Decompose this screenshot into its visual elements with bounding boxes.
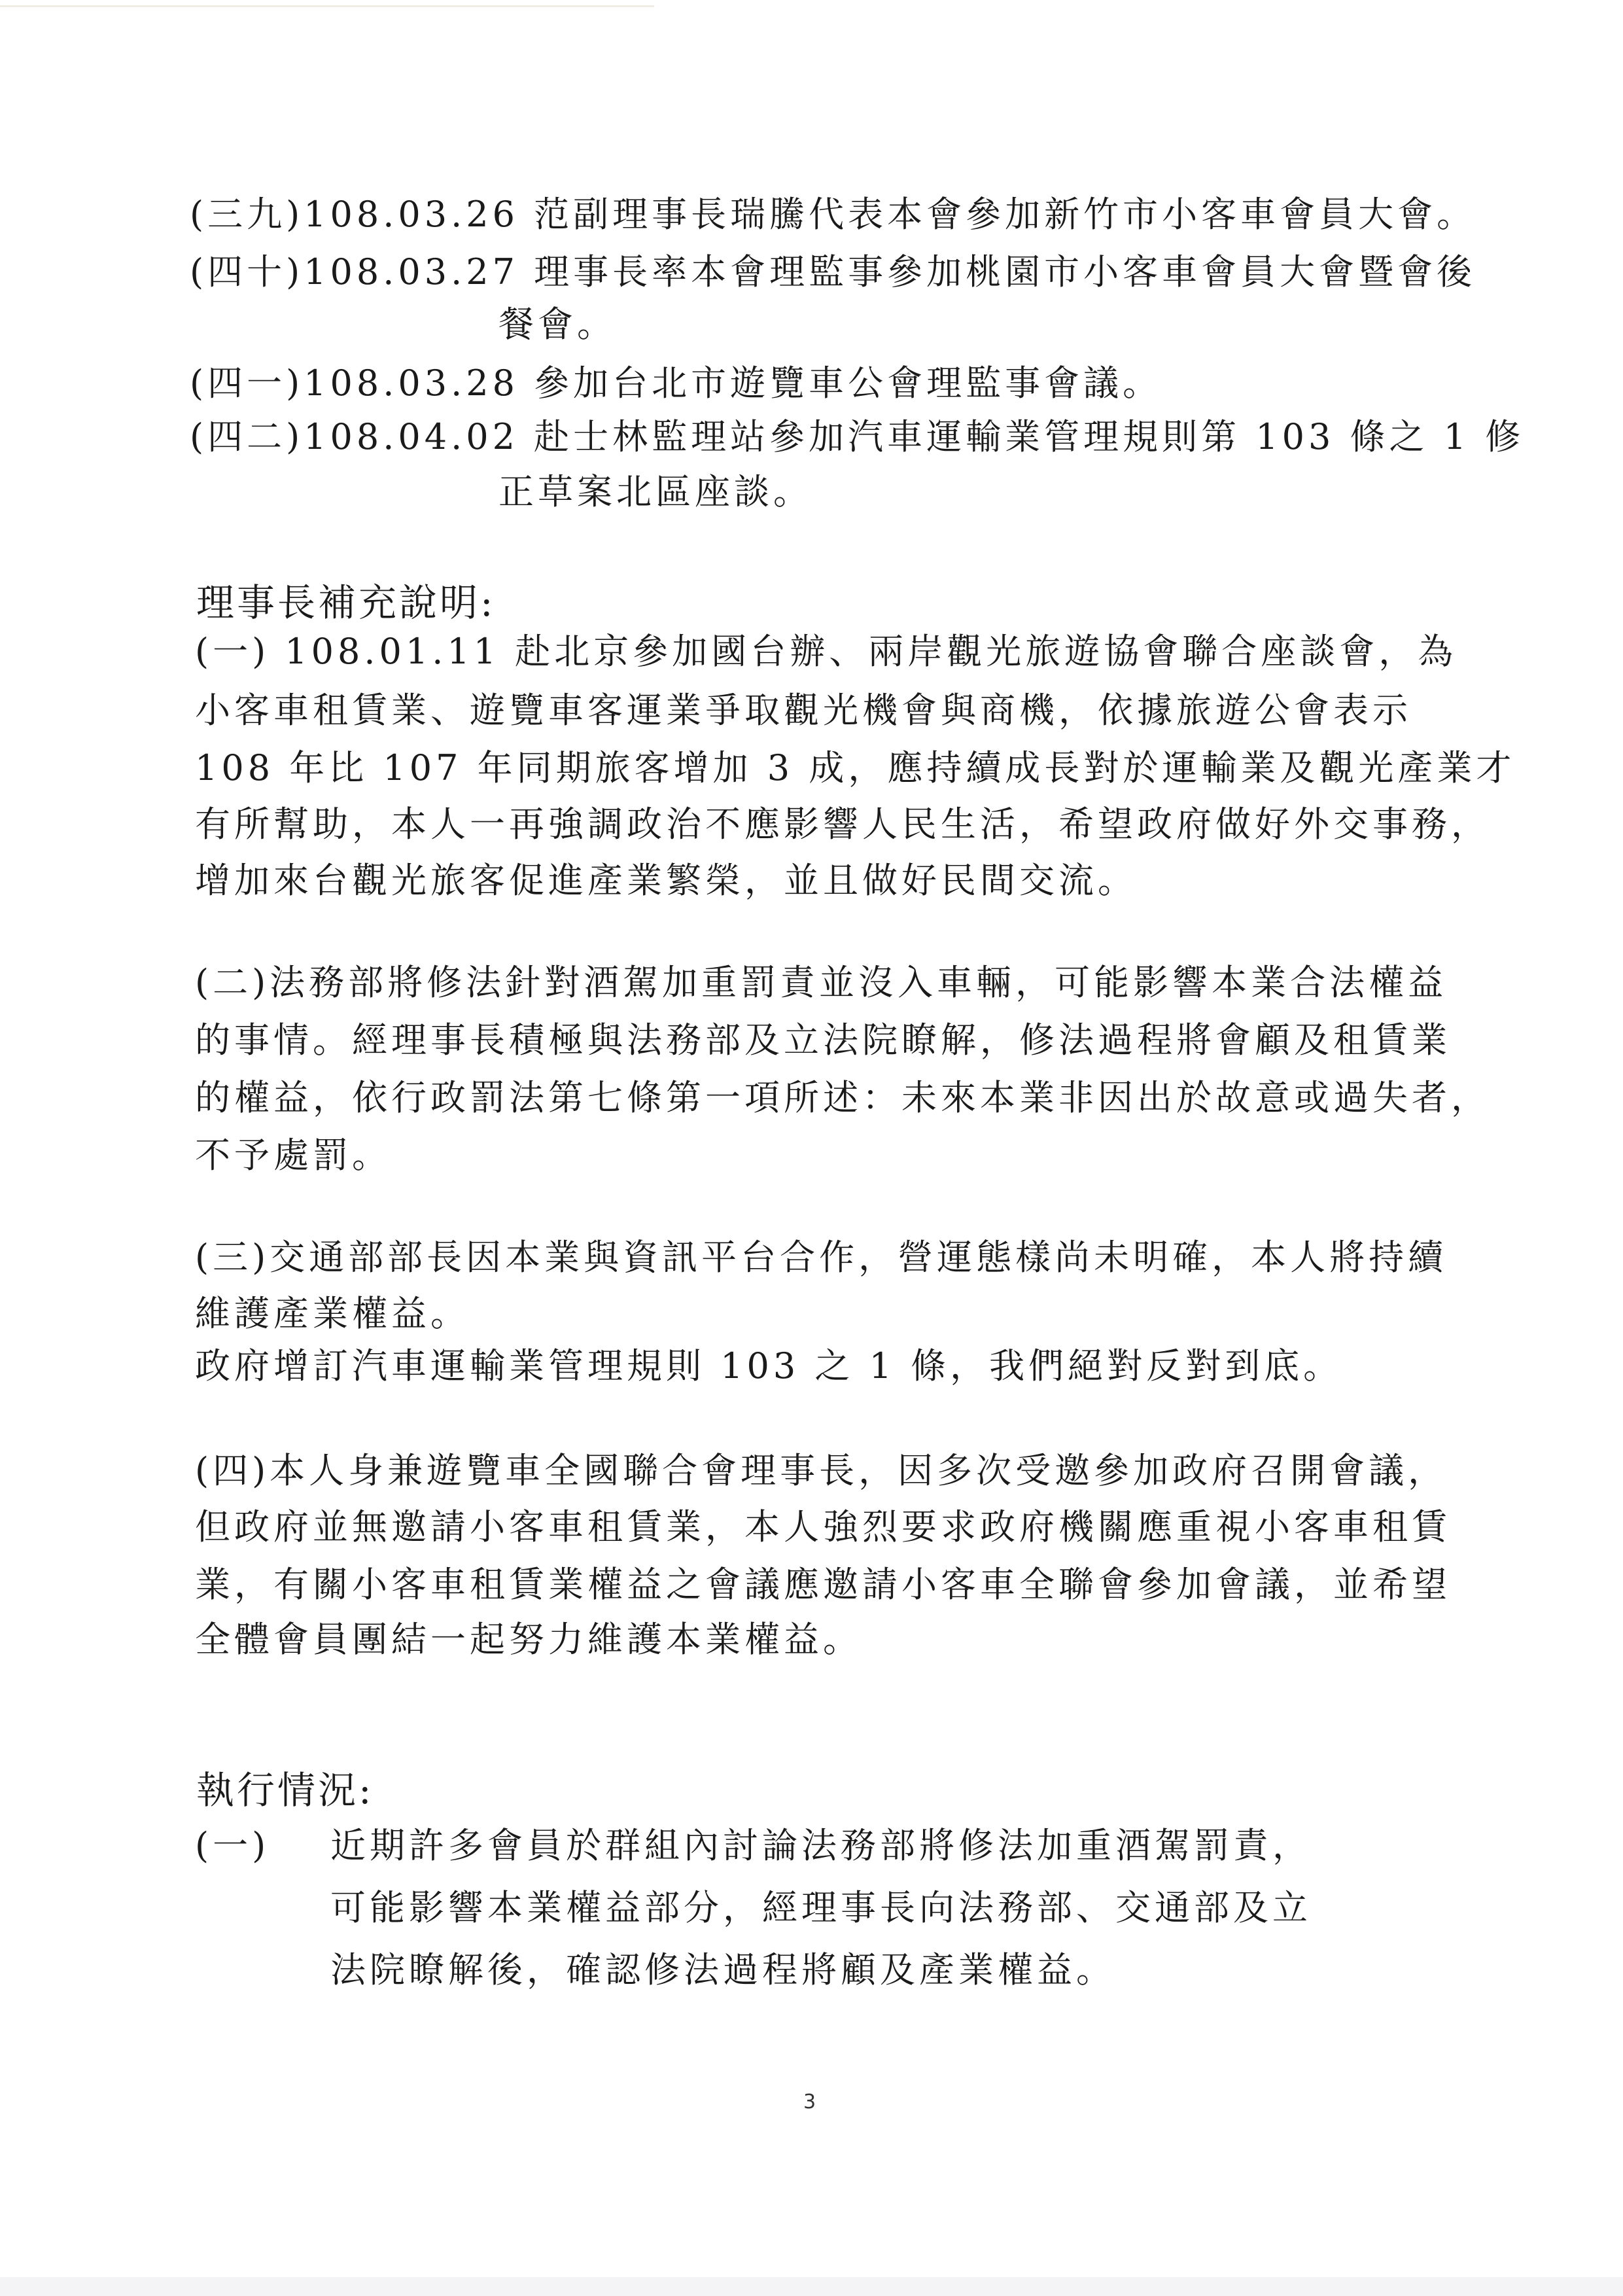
- chairman-p3-line: 維護產業權益。: [195, 1293, 470, 1334]
- chairman-p1-line: 有所幫助，本人一再強調政治不應影響人民生活，希望政府做好外交事務，: [195, 804, 1490, 845]
- item-text: 108.04.02 赴士林監理站參加汽車運輸業管理規則第 103 條之 1 修: [304, 416, 1525, 457]
- execution-line: 近期許多會員於群組內討論法務部將修法加重酒駕罰責，: [330, 1825, 1312, 1866]
- item-label: (三九): [190, 194, 304, 235]
- chairman-p2-line: 的事情。經理事長積極與法務部及立法院瞭解，修法過程將會顧及租賃業: [195, 1019, 1451, 1061]
- item-42: [190, 414, 1524, 461]
- chairman-p3-line: (三)交通部部長因本業與資訊平台合作，營運態樣尚未明確，本人將持續: [195, 1237, 1448, 1278]
- item-label: (四二): [190, 416, 304, 457]
- chairman-p3-line: 政府增訂汽車運輸業管理規則 103 之 1 條，我們絕對反對到底。: [195, 1345, 1343, 1386]
- item-text: 108.03.27 理事長率本會理監事參加桃園市小客車會員大會暨會後: [304, 251, 1476, 292]
- item-41: [190, 360, 1162, 407]
- item-text: 108.03.28 參加台北市遊覽車公會理監事會議。: [304, 362, 1162, 404]
- chairman-p2-line: 的權益，依行政罰法第七條第一項所述：未來本業非因出於故意或過失者，: [195, 1077, 1490, 1118]
- chairman-p4-line: 全體會員團結一起努力維護本業權益。: [195, 1619, 862, 1660]
- chairman-p2-line: (二)法務部將修法針對酒駕加重罰責並沒入車輛，可能影響本業合法權益: [195, 962, 1448, 1003]
- item-40: [190, 249, 1476, 296]
- execution-heading: 執行情況:: [196, 1768, 374, 1812]
- execution-line: 可能影響本業權益部分，經理事長向法務部、交通部及立: [330, 1887, 1312, 1928]
- chairman-p2-line: 不予處罰。: [195, 1135, 391, 1176]
- chairman-p1-line: 108 年比 107 年同期旅客增加 3 成，應持續成長對於運輸業及觀光產業才: [195, 747, 1516, 788]
- item-40-continuation: 餐會。: [498, 304, 616, 345]
- scan-edge-top: [0, 5, 654, 7]
- scan-edge-bottom: [0, 2277, 1623, 2296]
- page-number: 3: [803, 2091, 816, 2113]
- execution-item-label: (一): [195, 1825, 270, 1866]
- item-39: [190, 191, 1476, 238]
- item-42-continuation: 正草案北區座談。: [498, 471, 812, 512]
- chairman-heading: 理事長補充說明:: [196, 580, 496, 625]
- item-label: (四十): [190, 251, 304, 292]
- chairman-p1-line: (一) 108.01.11 赴北京參加國台辦、兩岸觀光旅遊協會聯合座談會，為: [195, 631, 1457, 672]
- chairman-p4-line: 但政府並無邀請小客車租賃業，本人強烈要求政府機關應重視小客車租賃: [195, 1506, 1451, 1547]
- chairman-p4-line: (四)本人身兼遊覽車全國聯合會理事長，因多次受邀參加政府召開會議，: [195, 1450, 1448, 1491]
- chairman-p1-line: 增加來台觀光旅客促進產業繁榮，並且做好民間交流。: [195, 860, 1137, 901]
- item-text: 108.03.26 范副理事長瑞騰代表本會參加新竹市小客車會員大會。: [304, 194, 1476, 235]
- chairman-p4-line: 業，有關小客車租賃業權益之會議應邀請小客車全聯會參加會議，並希望: [195, 1564, 1451, 1605]
- item-label: (四一): [190, 362, 304, 404]
- execution-line: 法院瞭解後，確認修法過程將顧及產業權益。: [330, 1949, 1115, 1990]
- chairman-p1-line: 小客車租賃業、遊覽車客運業爭取觀光機會與商機，依據旅遊公會表示: [195, 690, 1412, 731]
